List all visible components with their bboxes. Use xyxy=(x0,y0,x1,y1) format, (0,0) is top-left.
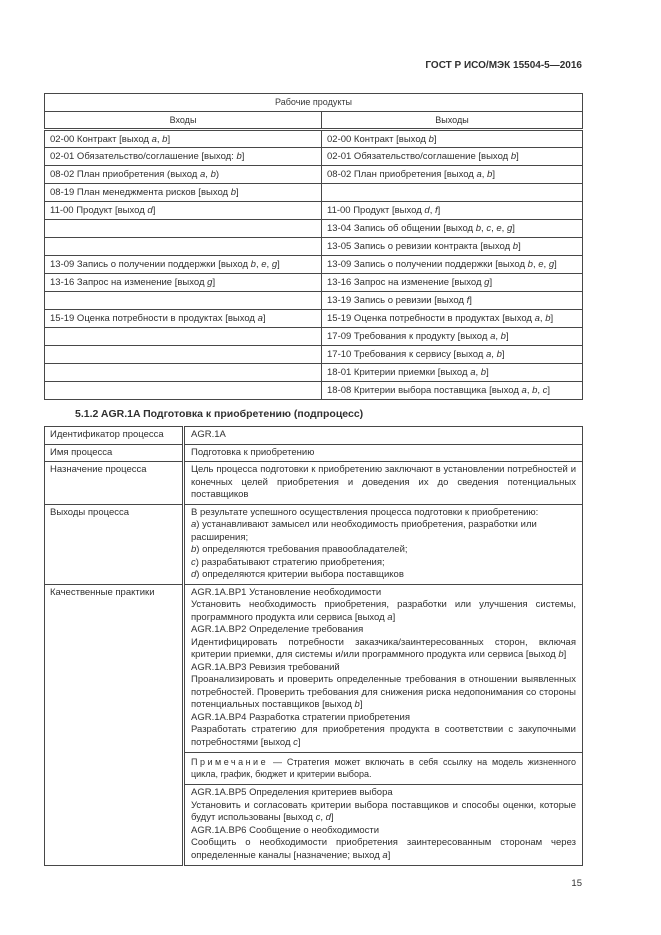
outcome-item: c) разрабатывают стратегию приобретения; xyxy=(191,556,385,568)
work-products-rows xyxy=(45,130,583,400)
outcome-item: a) устанавливают замысел или необходимость приобретения, разработки или расширения; xyxy=(191,519,537,543)
row-label: Идентификатор процесса xyxy=(45,427,184,445)
table-row xyxy=(45,310,583,328)
base-practices xyxy=(185,585,582,753)
practice-body: Сообщить о необходимости приобретения заинтересованным сторонам через определенные каналы [назначение; выход a] xyxy=(191,837,576,861)
section-heading: 5.1.2 AGR.1A Подготовка к приобретению (подпроцесс) xyxy=(75,408,364,420)
output-cell: 13-16 Запрос на изменение [выход g] xyxy=(322,274,583,292)
table-row xyxy=(45,148,583,166)
outcome-item: b) определяются требования правообладателей; xyxy=(191,544,408,555)
practice-body: Проанализировать и проверить определенные требования в отношении выявленных потребностей. Проверить требования для снижения риска недопонимания со стороны потенциальных поставщиков [выход b] xyxy=(191,674,576,710)
table-row xyxy=(45,130,583,148)
output-cell: 17-09 Требования к продукту [выход a, b] xyxy=(322,328,583,346)
row-label: Выходы процесса xyxy=(45,504,184,584)
output-cell: 11-00 Продукт [выход d, f] xyxy=(322,202,583,220)
output-cell xyxy=(322,184,583,202)
row-label: Качественные практики xyxy=(45,584,184,866)
practice-title: AGR.1A.BP1 Установление необходимости xyxy=(191,586,382,598)
input-cell xyxy=(45,292,322,310)
page-number: 15 xyxy=(571,878,582,889)
row-value xyxy=(184,584,583,866)
table-header-row xyxy=(45,112,583,130)
input-cell xyxy=(45,364,322,382)
row-label: Назначение процесса xyxy=(45,462,184,505)
table-row xyxy=(45,220,583,238)
table-row xyxy=(45,584,583,866)
table-row xyxy=(45,328,583,346)
practice-title: AGR.1A.BP2 Определение требования xyxy=(191,624,364,635)
practice-body: Установить необходимость приобретения, разработки или улучшения системы, программного продукта или сервиса [выход a] xyxy=(191,599,576,623)
practice-body: Установить и согласовать критерии выбора поставщиков и способы оценки, которые будут использованы [выход c, d] xyxy=(191,799,576,823)
output-cell: 13-05 Запись о ревизии контракта [выход b] xyxy=(322,238,583,256)
note-label: Примечание xyxy=(191,757,269,767)
table-row xyxy=(45,364,583,382)
table-row xyxy=(45,462,583,505)
note-block xyxy=(185,753,582,784)
table-row xyxy=(45,292,583,310)
row-value xyxy=(184,462,583,505)
input-cell xyxy=(45,328,322,346)
practice-body: Идентифицировать потребности заказчика/заинтересованных сторон, включая критерии приемки, для системы и/или программного продукта или сервиса [выход b] xyxy=(191,636,576,660)
table-row xyxy=(45,504,583,584)
table-row xyxy=(45,184,583,202)
outcomes-intro: В результате успешного осуществления процесса подготовки к приобретению: xyxy=(191,506,539,518)
process-description-rows xyxy=(45,427,583,866)
process-description-table xyxy=(44,426,583,866)
output-cell: 02-00 Контракт [выход b] xyxy=(322,130,583,148)
base-practices-continued xyxy=(185,785,582,865)
practice-title: AGR.1A.BP4 Разработка стратегии приобретения xyxy=(191,711,410,723)
practice-title: AGR.1A.BP3 Ревизия требований xyxy=(191,661,340,673)
input-cell: 15-19 Оценка потребности в продуктах [выход a] xyxy=(45,310,322,328)
row-label: Имя процесса xyxy=(45,444,184,462)
practice-title: AGR.1A.BP6 Сообщение о необходимости xyxy=(191,824,380,836)
output-cell: 15-19 Оценка потребности в продуктах [выход a, b] xyxy=(322,310,583,328)
input-cell: 11-00 Продукт [выход d] xyxy=(45,202,322,220)
input-cell: 08-02 План приобретения (выход a, b) xyxy=(45,166,322,184)
table-row xyxy=(45,166,583,184)
output-cell: 08-02 План приобретения [выход a, b] xyxy=(322,166,583,184)
row-value xyxy=(184,504,583,584)
input-cell: 08-19 План менеджмента рисков [выход b] xyxy=(45,184,322,202)
column-header-inputs: Входы xyxy=(45,112,322,130)
table-row xyxy=(45,427,583,445)
row-value xyxy=(184,444,583,462)
table-row xyxy=(45,382,583,400)
output-cell: 18-01 Критерии приемки [выход a, b] xyxy=(322,364,583,382)
input-cell xyxy=(45,238,322,256)
output-cell: 13-09 Запись о получении поддержки [выход b, e, g] xyxy=(322,256,583,274)
output-cell: 17-10 Требования к сервису [выход a, b] xyxy=(322,346,583,364)
table-row xyxy=(45,274,583,292)
value-text: Подготовка к приобретению xyxy=(191,446,315,458)
practice-title: AGR.1A.BP5 Определения критериев выбора xyxy=(191,787,393,798)
standard-reference: ГОСТ Р ИСО/МЭК 15504-5—2016 xyxy=(425,60,582,71)
process-outcomes xyxy=(185,505,582,584)
output-cell: 18-08 Критерии выбора поставщика [выход a, b, c] xyxy=(322,382,583,400)
note-text: — Стратегия может включать в себя ссылку на модель жизненного цикла, график, бюджет и критерии выбора. xyxy=(191,757,576,779)
input-cell: 02-00 Контракт [выход a, b] xyxy=(45,130,322,148)
input-cell xyxy=(45,220,322,238)
input-cell xyxy=(45,346,322,364)
output-cell: 13-04 Запись об общении [выход b, c, e, g] xyxy=(322,220,583,238)
table-caption: Рабочие продукты xyxy=(45,94,583,112)
table-row xyxy=(45,444,583,462)
output-cell: 13-19 Запись о ревизии [выход f] xyxy=(322,292,583,310)
value-text: AGR.1A xyxy=(191,429,226,440)
outcome-item: d) определяются критерии выбора поставщиков xyxy=(191,569,404,580)
input-cell xyxy=(45,382,322,400)
input-cell: 13-16 Запрос на изменение [выход g] xyxy=(45,274,322,292)
table-row xyxy=(45,256,583,274)
value-text: Цель процесса подготовки к приобретению заключают в установлении потребностей и конечных целей приобретения и доведения их до сведения потенциальных поставщиков xyxy=(191,464,576,500)
table-row xyxy=(45,346,583,364)
row-value xyxy=(184,427,583,445)
practice-body: Разработать стратегию для приобретения продукта в соответствии с закупочными потребностями [выход c] xyxy=(191,724,576,748)
input-cell: 02-01 Обязательство/соглашение [выход: b] xyxy=(45,148,322,166)
table-row xyxy=(45,202,583,220)
output-cell: 02-01 Обязательство/соглашение [выход b] xyxy=(322,148,583,166)
table-caption-row xyxy=(45,94,583,112)
input-cell: 13-09 Запись о получении поддержки [выход b, e, g] xyxy=(45,256,322,274)
column-header-outputs: Выходы xyxy=(322,112,583,130)
table-row xyxy=(45,238,583,256)
work-products-table xyxy=(44,93,583,400)
